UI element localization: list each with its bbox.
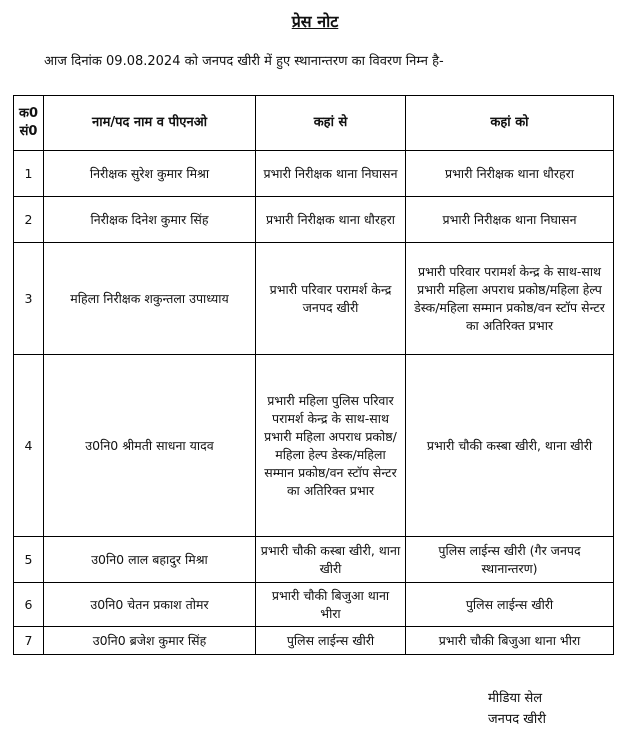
cell-from: प्रभारी चौकी बिजुआ थाना भीरा: [256, 583, 406, 627]
cell-name: निरीक्षक सुरेश कुमार मिश्रा: [44, 151, 256, 197]
header-name: नाम/पद नाम व पीएनओ: [44, 96, 256, 151]
signature-line-2: जनपद खीरी: [488, 712, 546, 727]
cell-serial: 4: [14, 355, 44, 537]
header-to: कहां को: [406, 96, 614, 151]
header-from: कहां से: [256, 96, 406, 151]
cell-serial: 1: [14, 151, 44, 197]
cell-from: पुलिस लाईन्स खीरी: [256, 627, 406, 655]
cell-to: प्रभारी परिवार परामर्श केन्द्र के साथ-साथ प्रभारी महिला अपराध प्रकोष्ठ/महिला हेल्प डेस्क/महिला सम्मान प्रकोष्ठ/वन स्टॉप सेन्टर का अतिरिक्त प्रभार: [406, 243, 614, 355]
cell-name: महिला निरीक्षक शकुन्तला उपाध्याय: [44, 243, 256, 355]
title-text: प्रेस नोट: [291, 12, 339, 31]
cell-serial: 5: [14, 537, 44, 583]
header-serial: क0 सं0: [14, 96, 44, 151]
cell-from: प्रभारी परिवार परामर्श केन्द्र जनपद खीरी: [256, 243, 406, 355]
table-row: [14, 537, 614, 583]
cell-from: प्रभारी चौकी कस्बा खीरी, थाना खीरी: [256, 537, 406, 583]
cell-name: उ0नि0 ब्रजेश कुमार सिंह: [44, 627, 256, 655]
table-row: [14, 583, 614, 627]
signature-line-1: मीडिया सेल: [488, 691, 543, 706]
cell-to: पुलिस लाईन्स खीरी: [406, 583, 614, 627]
cell-name: उ0नि0 चेतन प्रकाश तोमर: [44, 583, 256, 627]
intro-text: आज दिनांक 09.08.2024 को जनपद खीरी में हुए स्थानान्तरण का विवरण निम्न है-: [44, 54, 444, 69]
cell-name: निरीक्षक दिनेश कुमार सिंह: [44, 197, 256, 243]
cell-to: प्रभारी निरीक्षक थाना धौरहरा: [406, 151, 614, 197]
signature-block: [488, 688, 546, 730]
table-row: [14, 151, 614, 197]
page-title: [0, 10, 630, 32]
table-row: [14, 197, 614, 243]
table-header-row: [14, 96, 614, 151]
cell-to: प्रभारी चौकी कस्बा खीरी, थाना खीरी: [406, 355, 614, 537]
cell-serial: 2: [14, 197, 44, 243]
cell-name: उ0नि0 लाल बहादुर मिश्रा: [44, 537, 256, 583]
table-row: [14, 355, 614, 537]
transfer-table: [13, 95, 614, 655]
cell-from: प्रभारी निरीक्षक थाना निघासन: [256, 151, 406, 197]
cell-name: उ0नि0 श्रीमती साधना यादव: [44, 355, 256, 537]
table-row: [14, 243, 614, 355]
cell-to: प्रभारी निरीक्षक थाना निघासन: [406, 197, 614, 243]
cell-serial: 3: [14, 243, 44, 355]
cell-from: प्रभारी महिला पुलिस परिवार परामर्श केन्द्र के साथ-साथ प्रभारी महिला अपराध प्रकोष्ठ/महिला हेल्प डेस्क/महिला सम्मान प्रकोष्ठ/वन स्टॉप सेन्टर का अतिरिक्त प्रभार: [256, 355, 406, 537]
cell-serial: 6: [14, 583, 44, 627]
cell-from: प्रभारी निरीक्षक थाना धौरहरा: [256, 197, 406, 243]
cell-serial: 7: [14, 627, 44, 655]
cell-to: प्रभारी चौकी बिजुआ थाना भीरा: [406, 627, 614, 655]
cell-to: पुलिस लाईन्स खीरी (गैर जनपद स्थानान्तरण): [406, 537, 614, 583]
table-row: [14, 627, 614, 655]
